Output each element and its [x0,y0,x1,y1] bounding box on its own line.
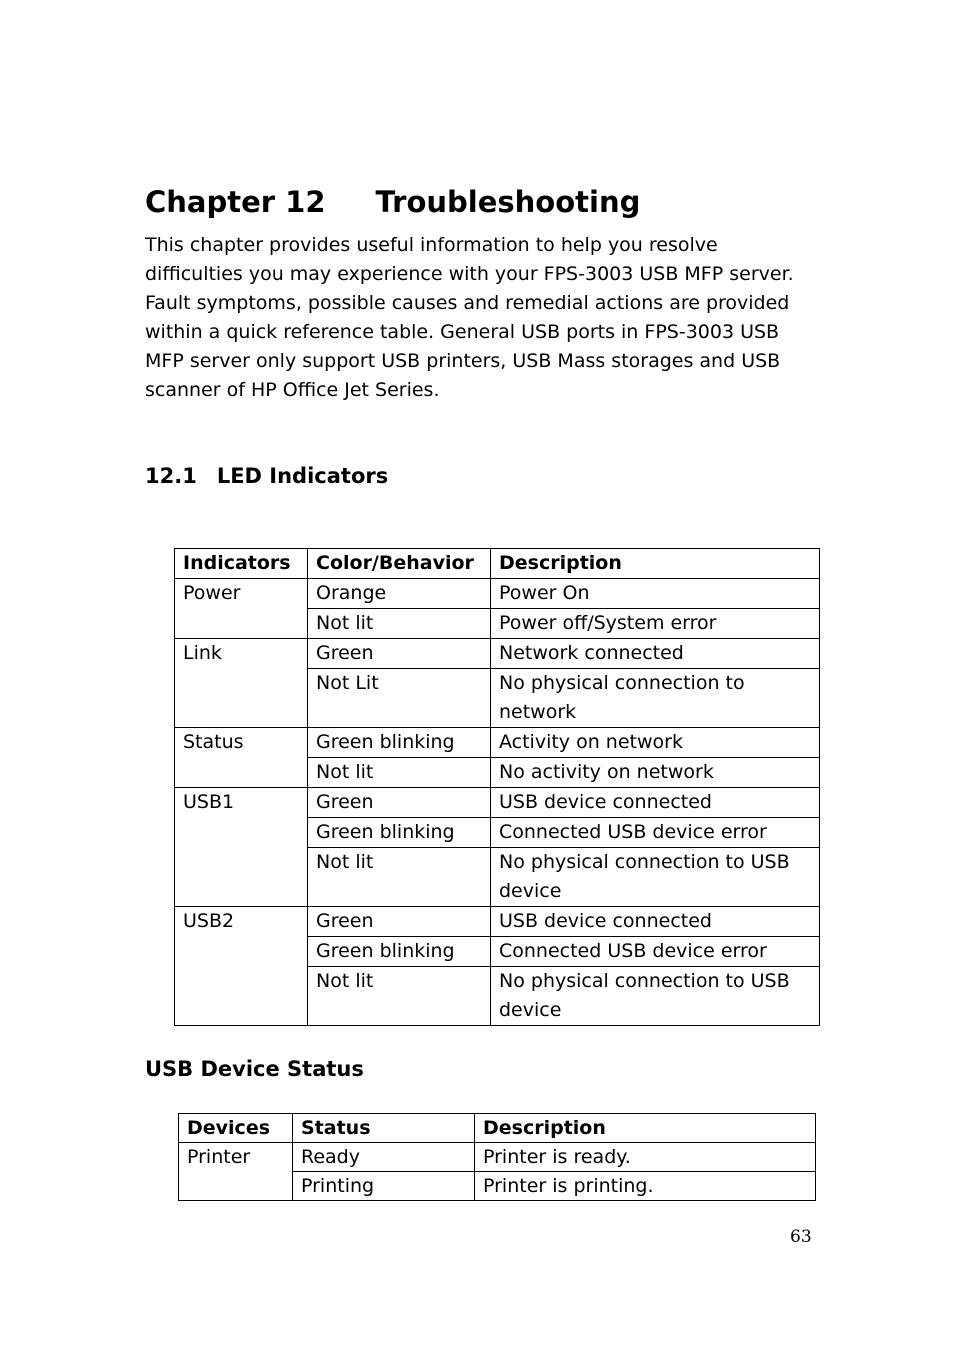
behavior-cell: Not lit [308,967,491,1026]
table-row [179,1143,816,1172]
description-cell: Activity on network [491,728,820,758]
section-heading [145,462,388,490]
usb-device-status-table [178,1113,816,1201]
status-cell: Printing [293,1172,475,1201]
column-header: Devices [179,1114,293,1143]
intro-paragraph [145,231,825,405]
description-cell: No activity on network [491,758,820,788]
behavior-cell: Orange [308,579,491,609]
status-cell: Ready [293,1143,475,1172]
intro-line: This chapter provides useful information to help you resolve [145,234,718,256]
description-cell: No physical connection to network [491,669,820,728]
behavior-cell: Green blinking [308,818,491,848]
indicator-cell: Power [175,579,308,639]
section-number: 12.1 [145,464,197,488]
intro-line: Fault symptoms, possible causes and remedial actions are provided [145,292,790,314]
behavior-cell: Green [308,639,491,669]
intro-line: MFP server only support USB printers, USB Mass storages and USB [145,350,781,372]
description-cell: No physical connection to USB device [491,967,820,1026]
behavior-cell: Green blinking [308,728,491,758]
table-row [175,639,820,669]
table-row [175,788,820,818]
column-header: Color/Behavior [308,549,491,579]
intro-line: difficulties you may experience with your FPS-3003 USB MFP server. [145,263,794,285]
indicator-cell: Link [175,639,308,728]
description-cell: Connected USB device error [491,937,820,967]
page-number: 63 [790,1227,812,1247]
intro-line: scanner of HP Office Jet Series. [145,379,440,401]
column-header: Indicators [175,549,308,579]
indicator-cell: USB2 [175,907,308,1026]
behavior-cell: Not lit [308,609,491,639]
chapter-title-text: Troubleshooting [375,185,641,219]
indicator-cell: USB1 [175,788,308,907]
behavior-cell: Green [308,907,491,937]
table-header-row [175,549,820,579]
column-header: Description [475,1114,816,1143]
indicator-cell: Status [175,728,308,788]
behavior-cell: Not lit [308,848,491,907]
chapter-number: Chapter 12 [145,185,326,219]
table-header-row [179,1114,816,1143]
behavior-cell: Green [308,788,491,818]
description-cell: Network connected [491,639,820,669]
description-cell: USB device connected [491,788,820,818]
column-header: Status [293,1114,475,1143]
behavior-cell: Not lit [308,758,491,788]
column-header: Description [491,549,820,579]
table-row [175,728,820,758]
description-cell: No physical connection to USB device [491,848,820,907]
section-title-text: LED Indicators [216,464,389,488]
intro-line: within a quick reference table. General USB ports in FPS-3003 USB [145,321,780,343]
device-cell: Printer [179,1143,293,1201]
description-cell: Power On [491,579,820,609]
table-row [175,907,820,937]
behavior-cell: Not Lit [308,669,491,728]
description-cell: Printer is ready. [475,1143,816,1172]
behavior-cell: Green blinking [308,937,491,967]
usb-device-status-heading: USB Device Status [145,1057,364,1081]
table-row [175,579,820,609]
description-cell: Power off/System error [491,609,820,639]
led-indicators-table [174,548,820,1026]
description-cell: Connected USB device error [491,818,820,848]
chapter-title [145,184,640,220]
description-cell: USB device connected [491,907,820,937]
description-cell: Printer is printing. [475,1172,816,1201]
